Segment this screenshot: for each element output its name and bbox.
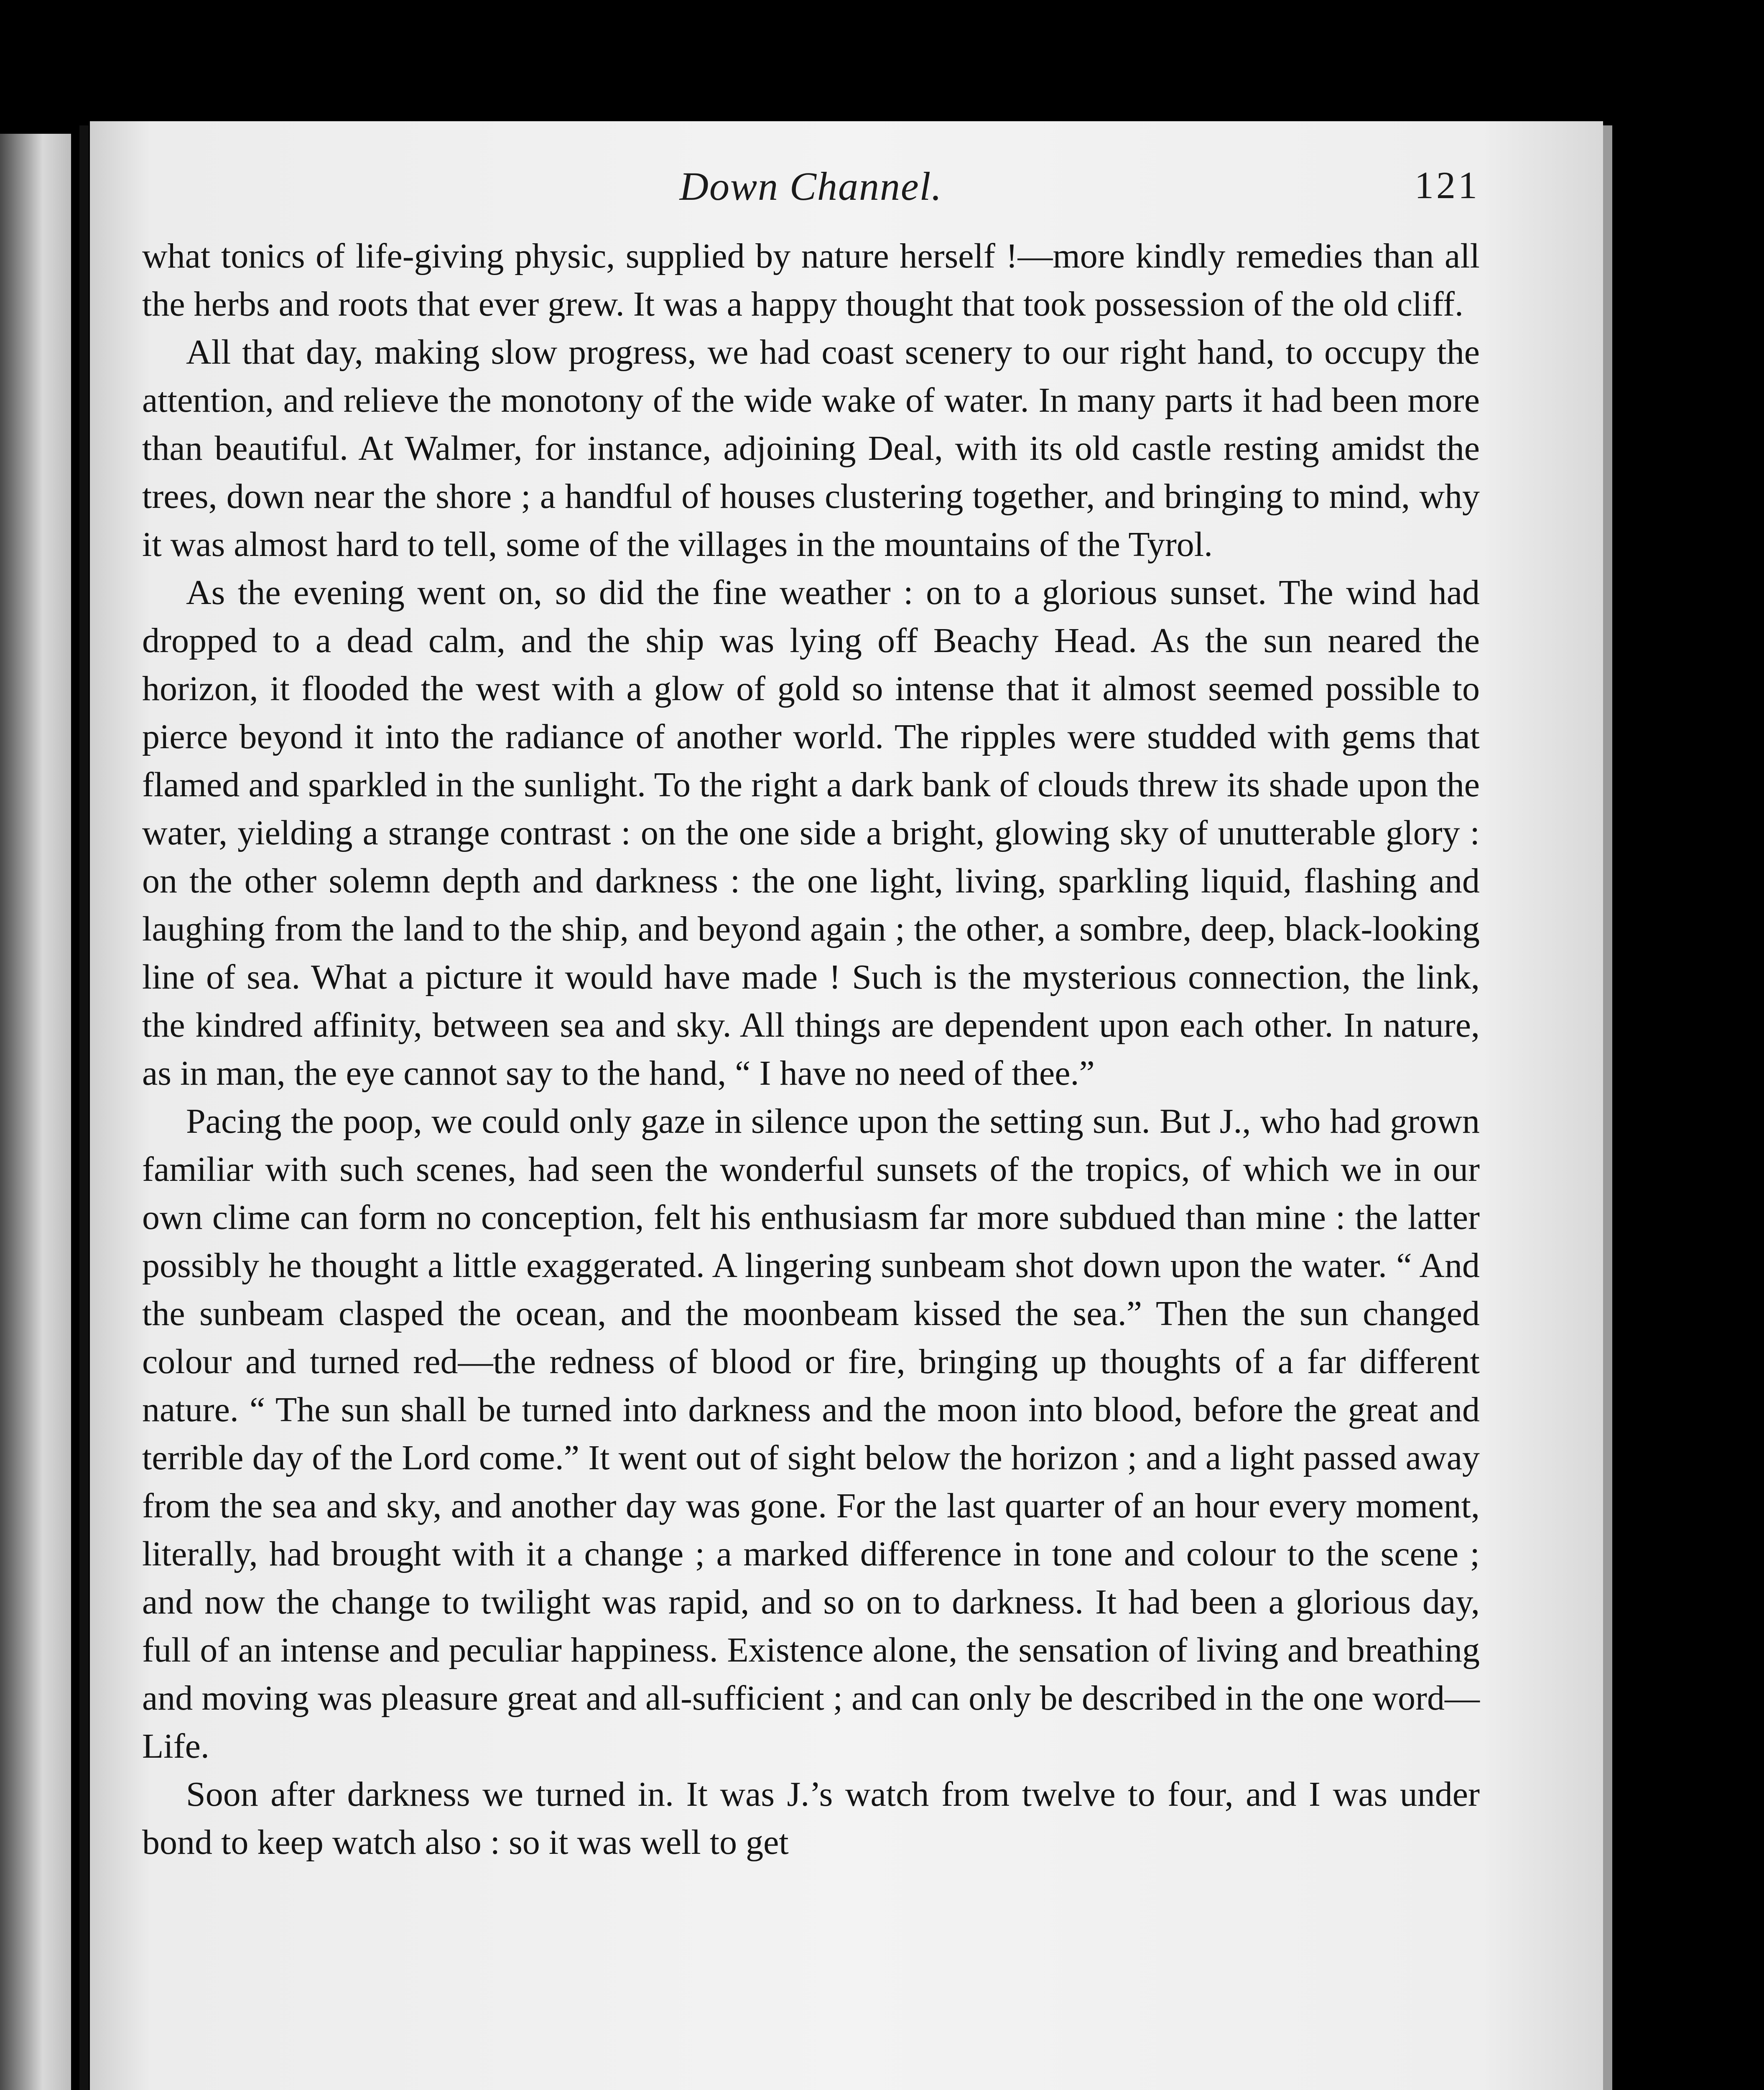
running-title: Down Channel.	[679, 164, 943, 209]
paragraph: All that day, making slow progress, we had coast scenery to our right hand, to occupy the attention, and relieve the monotony of the wide wake of water. In many parts it had been more than beautiful. At Walmer, for instance, adjoining Deal, with its old castle resting amidst the trees, down near the shore ; a handful of houses clustering together, and bringing to mind, why it was almost hard to tell, some of the villages in the mountains of the Tyrol.	[142, 333, 1480, 564]
left-page-edge	[0, 134, 71, 2090]
page-number: 121	[1415, 164, 1480, 206]
page-header	[142, 163, 1480, 222]
paragraph: Soon after darkness we turned in. It was J.’s watch from twelve to four, and I was under bond to keep watch also : so it was well to get	[142, 1775, 1480, 1862]
paragraph: what tonics of life-giving physic, supplied by nature herself !—more kindly remedies than all the herbs and roots that ever grew. It was a happy thought that took possession of the old cliff.	[142, 237, 1480, 324]
book-spine	[79, 125, 89, 2090]
page-right-edge	[1603, 125, 1612, 2090]
paragraph: Pacing the poop, we could only gaze in silence upon the setting sun. But J., who had grown familiar with such scenes, had seen the wonderful sunsets of the tropics, of which we in our own clime can form no conception, felt his enthusiasm far more subdued than mine : the latter possibly he thought a little exaggerated. A lingering sunbeam shot down upon the water. “ And the sunbeam clasped the ocean, and the moonbeam kissed the sea.” Then the sun changed colour and turned red—the redness of blood or fire, bringing up thoughts of a far different nature. “ The sun shall be turned into darkness and the moon into blood, before the great and terrible day of the Lord come.” It went out of sight below the horizon ; and a light passed away from the sea and sky, and another day was gone. For the last quarter of an hour every moment, literally, had brought with it a change ; a marked difference in tone and colour to the scene ; and now the change to twilight was rapid, and so on to darkness. It had been a glorious day, full of an intense and peculiar happiness. Existence alone, the sensation of living and breathing and moving was pleasure great and all-sufficient ; and can only be described in the one word—Life.	[142, 1102, 1480, 1766]
body-text	[142, 232, 1480, 1866]
paragraph: As the evening went on, so did the fine weather : on to a glorious sunset. The wind had dropped to a dead calm, and the ship was lying off Beachy Head. As the sun neared the horizon, it flooded the west with a glow of gold so intense that it almost seemed possible to pierce beyond it into the radiance of another world. The ripples were studded with gems that flamed and sparkled in the sunlight. To the right a dark bank of clouds threw its shade upon the water, yielding a strange contrast : on the one side a bright, glowing sky of unutterable glory : on the other solemn depth and darkness : the one light, living, sparkling liquid, flashing and laughing from the land to the ship, and beyond again ; the other, a sombre, deep, black-looking line of sea. What a picture it would have made ! Such is the mysterious connection, the link, the kindred affinity, between sea and sky. All things are dependent upon each other. In nature, as in man, the eye cannot say to the hand, “ I have no need of thee.”	[142, 573, 1480, 1093]
